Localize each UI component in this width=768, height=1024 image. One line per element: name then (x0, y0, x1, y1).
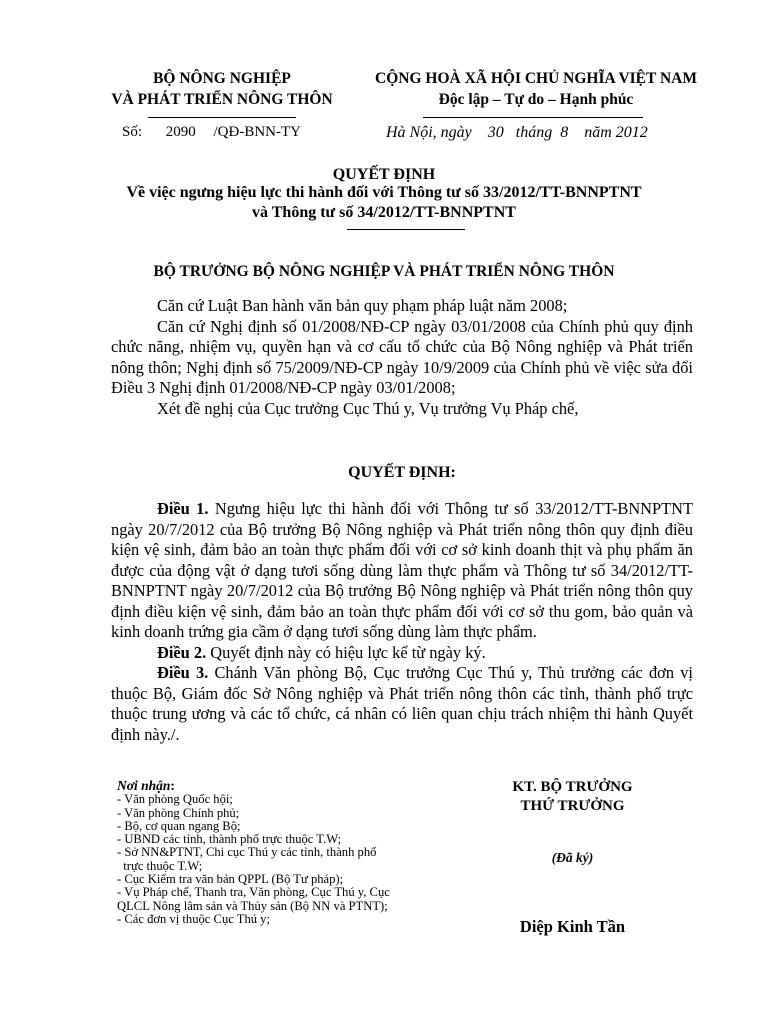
ministry-line2: VÀ PHÁT TRIỂN NÔNG THÔN (111, 91, 333, 108)
ministry-header (82, 68, 362, 110)
signer-name: Diệp Kinh Tần (519, 917, 626, 936)
article-label: Điều 2. (157, 642, 207, 662)
article-2 (111, 643, 693, 664)
document-number (122, 124, 301, 141)
article-text: Quyết định này có hiệu lực kể từ ngày ký. (206, 642, 486, 662)
ministry-underline (148, 117, 296, 118)
nation-line2: Độc lập – Tự do – Hạnh phúc (438, 91, 634, 108)
decide-heading: QUYẾT ĐỊNH: (348, 464, 456, 481)
article-label: Điều 3. (157, 663, 209, 682)
recipient-item: - Bộ, cơ quan ngang Bộ; (117, 818, 241, 833)
recipient-item: - Văn phòng Chính phủ; (117, 805, 240, 820)
preamble (111, 296, 693, 419)
preamble-paragraph: Căn cứ Nghị định số 01/2008/NĐ-CP ngày 03/01/2008 của Chính phủ quy định chức năng, nhiệm vụ, quyền hạn và cơ cấu tổ chức của Bộ Nông nghiệp và Phát triển nông thôn; Nghị định số 75/2009/NĐ-CP ngày 10/9/2009 của Chính phủ về việc sửa đổi Điều 3 Nghị định 01/2008/NĐ-CP ngày 03/01/2008; (111, 316, 693, 397)
issuing-authority: BỘ TRƯỞNG BỘ NÔNG NGHIỆP VÀ PHÁT TRIỂN NÔNG THÔN (153, 263, 615, 280)
signature-title-line1: KT. BỘ TRƯỞNG (512, 779, 633, 795)
subject-line2: và Thông tư số 34/2012/TT-BNNPTNT (252, 204, 516, 221)
preamble-paragraph: Căn cứ Luật Ban hành văn bản quy phạm pháp luật năm 2008; (157, 296, 568, 315)
decision-title: QUYẾT ĐỊNH (332, 166, 436, 183)
recipient-item: - Cục Kiểm tra văn bản QPPL (Bộ Tư pháp); (117, 872, 344, 887)
article-3 (111, 663, 693, 745)
number-value: 2090 (165, 124, 196, 140)
signature-title-line2: THỨ TRƯỞNG (520, 798, 625, 814)
recipient-item: - UBND các tỉnh, thành phố trực thuộc T.W; (117, 832, 342, 847)
recipient-item: - Văn phòng Quốc hội; (117, 792, 233, 807)
decision-subject (60, 183, 708, 223)
recipients-label: Nơi nhận (117, 778, 171, 793)
recipient-item: - Các đơn vị thuộc Cục Thú y; (117, 911, 270, 926)
articles (111, 499, 693, 745)
recipient-item: - Vụ Pháp chế, Thanh tra, Văn phòng, Cục Thú y, Cục (117, 885, 390, 900)
place-date: Hà Nội, ngày 30 tháng 8 năm 2012 (386, 124, 648, 141)
subject-line1: Về việc ngưng hiệu lực thi hành đối với Thông tư số 33/2012/TT-BNNPTNT (126, 184, 642, 201)
nation-header (350, 68, 722, 110)
recipient-item: trực thuộc T.W; (117, 858, 203, 873)
article-text: Ngưng hiệu lực thi hành đối với Thông tư số 33/2012/TT-BNNPTNT ngày 20/7/2012 của Bộ trưởng Bộ Nông nghiệp và Phát triển nông thôn quy định điều kiện vệ sinh, đảm bảo an toàn thực phẩm đối với cơ sở kinh doanh thịt và phụ phẩm ăn được của động vật ở dạng tươi sống dùng làm thực phẩm và Thông tư số 34/2012/TT-BNNPTNT ngày 20/7/2012 của Bộ trưởng Bộ Nông nghiệp và Phát triển nông thôn quy định điều kiện vệ sinh, đảm bảo an toàn thực phẩm đối với cơ sở thu gom, bảo quản và kinh doanh trứng gia cầm ở dạng tươi sống dùng làm thực phẩm. (111, 499, 693, 641)
preamble-paragraph: Xét đề nghị của Cục trưởng Cục Thú y, Vụ trưởng Vụ Pháp chế, (157, 398, 579, 418)
ministry-line1: BỘ NÔNG NGHIỆP (153, 70, 291, 87)
recipient-item: - Sở NN&PTNT, Chi cục Thú y các tỉnh, thành phố (117, 845, 377, 860)
article-label: Điều 1. (157, 499, 209, 518)
recipient-item: QLCL Nông lâm sản và Thủy sản (Bộ NN và PTNT); (117, 898, 388, 913)
number-suffix: /QĐ-BNN-TY (213, 124, 302, 140)
nation-line1: CỘNG HOÀ XÃ HỘI CHỦ NGHĨA VIỆT NAM (375, 70, 697, 87)
article-text: Chánh Văn phòng Bộ, Cục trưởng Cục Thú y, Thủ trưởng các đơn vị thuộc Bộ, Giám đốc Sở Nông nghiệp và Phát triển nông thôn các tỉnh, thành phố trực thuộc trung ương và các tổ chức, cá nhân có liên quan chịu trách nhiệm thi hành Quyết định này./. (111, 663, 693, 744)
number-label: Số: (122, 124, 143, 140)
title-underline (347, 229, 465, 230)
nation-underline (423, 117, 643, 118)
recipients-heading: Nơi nhận: (117, 778, 175, 793)
signed-note: (Đã ký) (551, 850, 594, 865)
recipients-list (117, 779, 457, 926)
signature-block (470, 778, 675, 816)
article-1 (111, 499, 693, 643)
